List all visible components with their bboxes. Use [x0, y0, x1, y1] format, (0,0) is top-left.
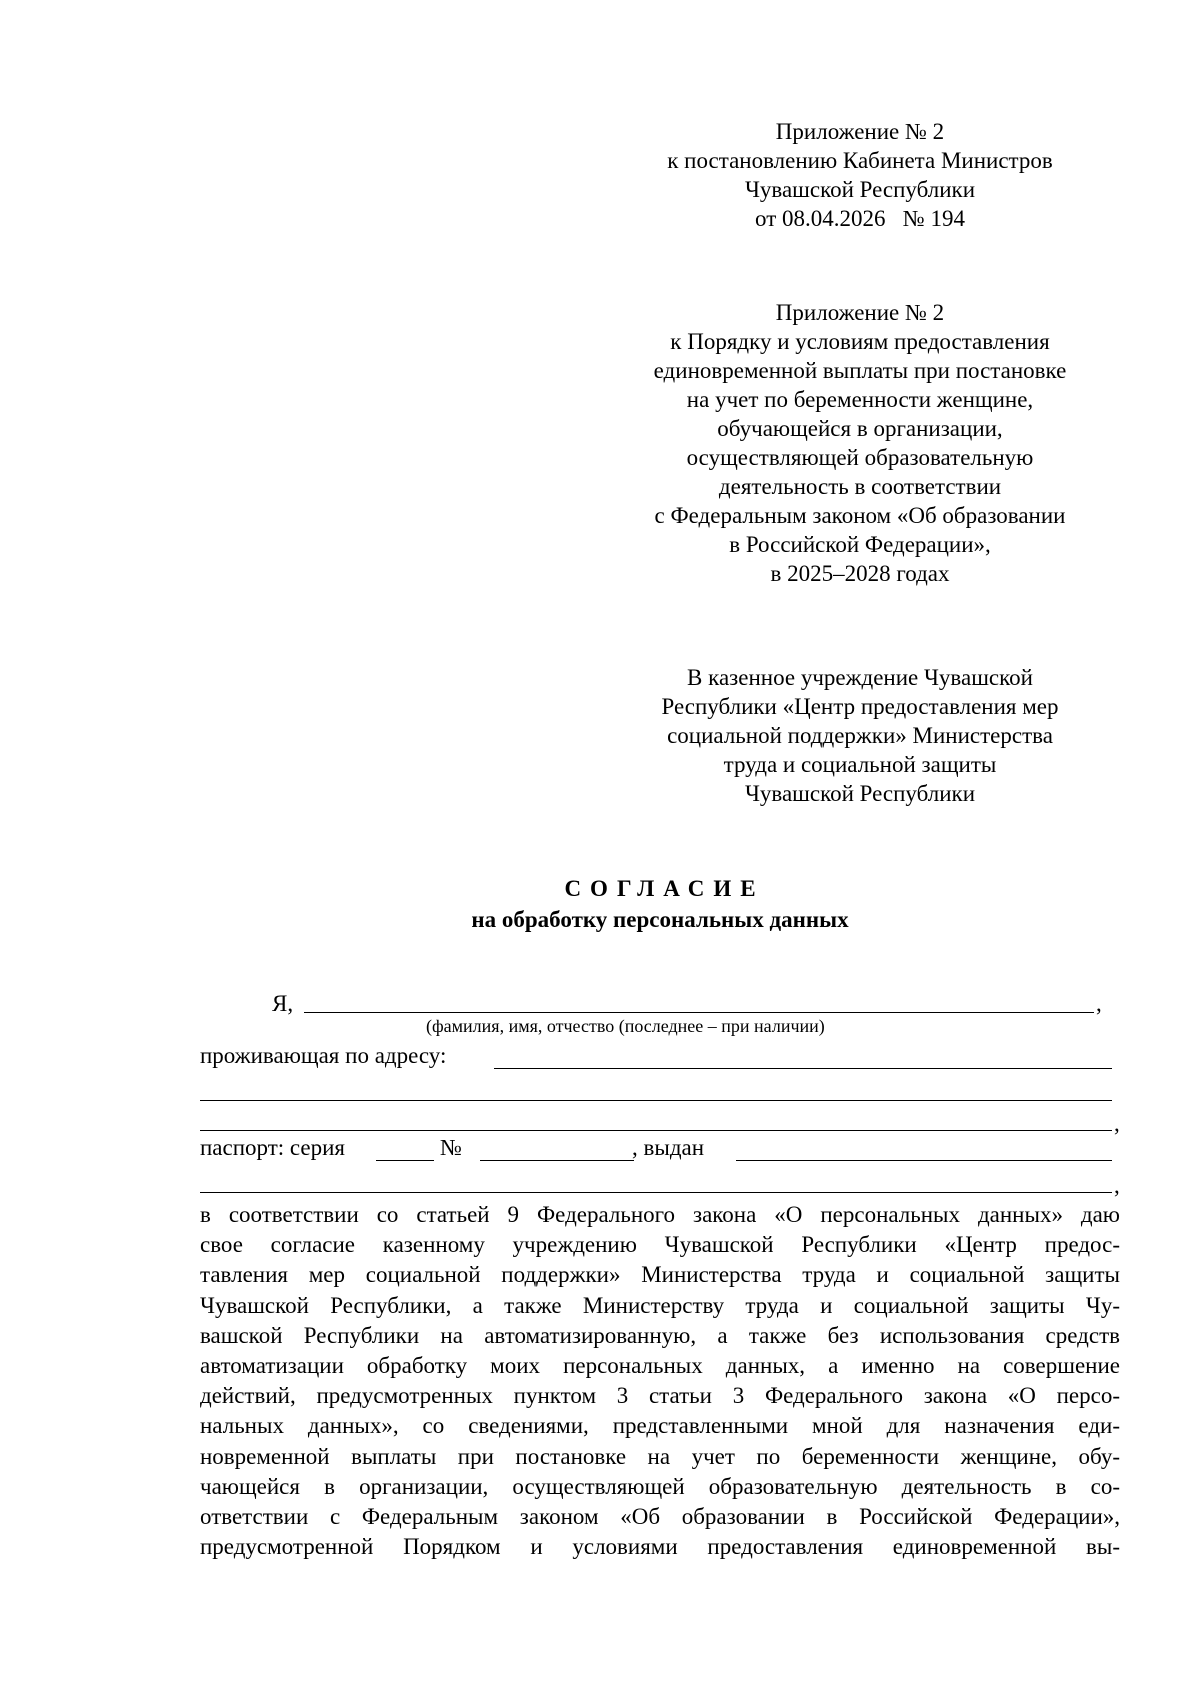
address-field-line-1[interactable]: [494, 1046, 1112, 1069]
full-name-field[interactable]: [304, 990, 1094, 1013]
body-line: в соответствии со статьей 9 Федерального закона «О персональных данных» даю: [200, 1202, 1120, 1227]
address-field-line-3[interactable]: [200, 1108, 1112, 1131]
title-main: СОГЛАСИЕ: [564, 876, 765, 901]
document-title: [200, 873, 1120, 935]
body-line: новременной выплаты при постановке на учет по беременности женщине, обу-: [200, 1443, 1120, 1469]
issued-comma: ,: [1114, 1173, 1120, 1198]
annex-resolution-line: к постановлению Кабинета Министров: [667, 148, 1053, 173]
recipient-line: труда и социальной защиты: [723, 752, 997, 777]
annex-resolution-line: Чувашской Республики: [744, 177, 976, 202]
annex-order-line: деятельность в соответствии: [718, 474, 1002, 499]
consent-form: [200, 990, 1120, 1196]
passport-series-field[interactable]: [376, 1138, 434, 1161]
passport-number-sign: №: [440, 1135, 462, 1160]
annex-resolution-header: [630, 117, 1090, 233]
annex-order-line: единовременной выплаты при постановке: [653, 358, 1067, 383]
recipient-line: социальной поддержки» Министерства: [667, 723, 1053, 748]
recipient-line: В казенное учреждение Чувашской: [687, 665, 1033, 690]
address-comma: ,: [1114, 1111, 1120, 1136]
annex-resolution-line: от 08.04.2026 № 194: [755, 206, 965, 231]
body-line: вашской Республики на автоматизированную, а также без использования средств: [200, 1322, 1120, 1348]
consent-body-text: [200, 1200, 1120, 1562]
address-field-line-2[interactable]: [200, 1078, 1112, 1101]
annex-order-line: с Федеральным законом «Об образовании: [654, 503, 1066, 528]
passport-number-field[interactable]: [480, 1138, 634, 1161]
name-label: Я,: [272, 991, 294, 1016]
passport-issued-field-line-2[interactable]: [200, 1170, 1112, 1193]
recipient-address: [630, 663, 1090, 808]
annex-order-line: Приложение № 2: [775, 300, 945, 325]
body-line: свое согласие казенному учреждению Чувашской Республики «Центр предос-: [200, 1232, 1120, 1258]
body-line: чающейся в организации, осуществляющей образовательную деятельность в со-: [200, 1473, 1120, 1499]
body-line: Чувашской Республики, а также Министерству труда и социальной защиты Чу-: [200, 1292, 1120, 1318]
body-line: нальных данных», со сведениями, представленными мной для назначения еди-: [200, 1413, 1120, 1439]
annex-resolution-line: Приложение № 2: [775, 119, 945, 144]
name-field-hint: (фамилия, имя, отчество (последнее – при наличии): [426, 1016, 825, 1036]
annex-order-line: к Порядку и условиям предоставления: [670, 329, 1050, 354]
issued-label: , выдан: [632, 1135, 705, 1160]
annex-order-line: обучающейся в организации,: [717, 416, 1003, 441]
passport-label: паспорт: серия: [200, 1135, 346, 1160]
body-line: предусмотренной Порядком и условиями предоставления единовременной вы-: [200, 1534, 1120, 1560]
annex-order-line: в 2025–2028 годах: [770, 561, 950, 586]
recipient-line: Республики «Центр предоставления мер: [661, 694, 1059, 719]
annex-order-line: осуществляющей образовательную: [686, 445, 1034, 470]
body-line: автоматизации обработку моих персональных данных, а именно на совершение: [200, 1353, 1120, 1379]
name-comma: ,: [1096, 991, 1102, 1016]
passport-issued-field[interactable]: [736, 1138, 1112, 1161]
title-subtitle: на обработку персональных данных: [471, 907, 849, 932]
body-line: действий, предусмотренных пунктом 3 статьи 3 Федерального закона «О персо-: [200, 1383, 1120, 1409]
body-line: тавления мер социальной поддержки» Министерства труда и социальной защиты: [200, 1262, 1120, 1288]
annex-order-line: в Российской Федерации»,: [729, 532, 991, 557]
annex-order-header: [630, 298, 1090, 588]
address-label: проживающая по адресу:: [200, 1043, 447, 1068]
annex-order-line: на учет по беременности женщине,: [686, 387, 1034, 412]
recipient-line: Чувашской Республики: [744, 781, 976, 806]
body-line: ответствии с Федеральным законом «Об образовании в Российской Федерации»,: [200, 1504, 1120, 1530]
